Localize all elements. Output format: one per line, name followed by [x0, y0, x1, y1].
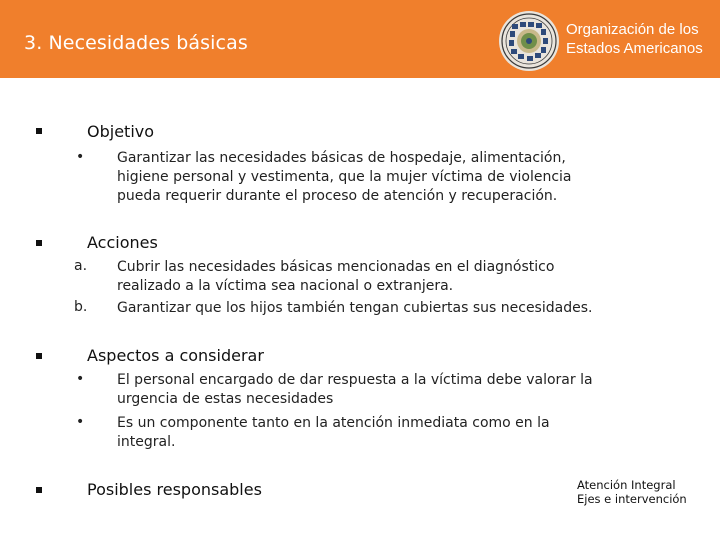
org-name-line1: Organización de los: [566, 21, 699, 38]
bullet-marker: •: [76, 371, 85, 387]
aspectos-item-1: [117, 371, 593, 409]
bullet-square-icon: [36, 487, 42, 493]
text-line: Garantizar que los hijos también tengan cubiertas sus necesidades.: [117, 300, 593, 316]
footer-note: [577, 478, 687, 506]
list-marker: a.: [74, 258, 88, 274]
acciones-item-a: [117, 258, 554, 296]
org-name: [566, 20, 703, 58]
text-line: El personal encargado de dar respuesta a la víctima debe valorar la: [117, 372, 593, 388]
bullet-square-icon: [36, 240, 42, 246]
section-heading-objetivo: Objetivo: [87, 122, 155, 141]
text-line: urgencia de estas necesidades: [117, 391, 334, 407]
text-line: higiene personal y vestimenta, que la mujer víctima de violencia: [117, 169, 572, 185]
bullet-marker: •: [76, 414, 85, 430]
list-marker: b.: [74, 299, 88, 315]
section-heading-aspectos: Aspectos a considerar: [87, 346, 264, 365]
acciones-item-b: [117, 299, 592, 318]
objetivo-item-text: [117, 149, 572, 206]
bullet-square-icon: [36, 353, 42, 359]
header-bar: [0, 0, 720, 78]
aspectos-item-2: [117, 414, 550, 452]
oas-seal-icon: [498, 10, 560, 72]
org-name-line2: Estados Americanos: [566, 40, 703, 57]
footer-line2: Ejes e intervención: [577, 492, 687, 506]
text-line: pueda requerir durante el proceso de atención y recuperación.: [117, 188, 558, 204]
text-line: Garantizar las necesidades básicas de hospedaje, alimentación,: [117, 150, 566, 166]
section-heading-responsables: Posibles responsables: [87, 480, 262, 499]
text-line: Cubrir las necesidades básicas mencionadas en el diagnóstico: [117, 259, 555, 275]
bullet-marker: •: [76, 149, 85, 165]
text-line: Es un componente tanto en la atención inmediata como en la: [117, 415, 550, 431]
footer-line1: Atención Integral: [577, 478, 676, 492]
text-line: realizado a la víctima sea nacional o extranjera.: [117, 278, 454, 294]
section-heading-acciones: Acciones: [87, 233, 158, 252]
page-title: 3. Necesidades básicas: [24, 32, 248, 54]
text-line: integral.: [117, 434, 176, 450]
bullet-square-icon: [36, 128, 42, 134]
